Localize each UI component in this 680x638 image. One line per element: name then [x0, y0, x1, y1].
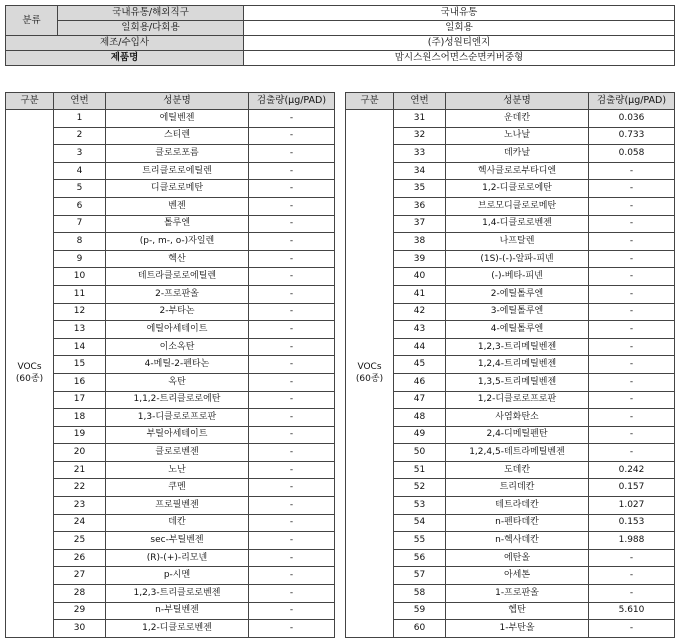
table-row [6, 373, 335, 391]
row-number: 46 [394, 373, 446, 391]
voc-table-left [5, 92, 335, 638]
table-row [6, 549, 335, 567]
header-group: 구분 [6, 93, 54, 110]
table-row [346, 391, 675, 409]
table-row [6, 303, 335, 321]
detected-amount: - [249, 321, 335, 339]
component-name: 트리데칸 [446, 479, 589, 497]
manufacturer-label: 제조/수입사 [6, 36, 244, 51]
detected-amount: - [249, 549, 335, 567]
product-name-label: 제품명 [6, 51, 244, 66]
table-row [346, 303, 675, 321]
row-number: 37 [394, 215, 446, 233]
component-name: 헥산 [106, 250, 249, 268]
table-row [346, 145, 675, 163]
component-name: 사염화탄소 [446, 409, 589, 427]
row-number: 6 [54, 197, 106, 215]
component-name: 도데칸 [446, 461, 589, 479]
table-row [6, 233, 335, 251]
row-number: 49 [394, 426, 446, 444]
component-name: (p-, m-, o-)자일렌 [106, 233, 249, 251]
table-row [6, 338, 335, 356]
table-row [346, 215, 675, 233]
row-number: 31 [394, 110, 446, 128]
table-row [6, 409, 335, 427]
row-number: 21 [54, 461, 106, 479]
classification-label: 분류 [6, 6, 58, 36]
row-number: 10 [54, 268, 106, 286]
product-name-value: 맘시스원스어면스순면커버중형 [244, 51, 675, 66]
component-name: 트리클로로에틸렌 [106, 162, 249, 180]
table-row [6, 321, 335, 339]
component-name: 에틸아세테이트 [106, 321, 249, 339]
table-row [6, 479, 335, 497]
component-name: 1,2,3-트리클로로벤젠 [106, 585, 249, 603]
row-number: 5 [54, 180, 106, 198]
table-row [6, 426, 335, 444]
table-row [6, 268, 335, 286]
component-name: n-펜타데칸 [446, 514, 589, 532]
component-name: 스티렌 [106, 127, 249, 145]
detected-amount: - [249, 110, 335, 128]
detected-amount: - [249, 585, 335, 603]
use-type-value: 일회용 [244, 21, 675, 36]
component-name: 디클로로메탄 [106, 180, 249, 198]
component-name: 1,3-디클로로프로판 [106, 409, 249, 427]
detected-amount: - [249, 268, 335, 286]
table-row [6, 497, 335, 515]
table-row [346, 338, 675, 356]
row-number: 52 [394, 479, 446, 497]
detected-amount: 0.733 [589, 127, 675, 145]
detected-amount: - [249, 233, 335, 251]
table-row [346, 233, 675, 251]
row-number: 25 [54, 532, 106, 550]
component-name: 에탄올 [446, 549, 589, 567]
detected-amount: 0.036 [589, 110, 675, 128]
row-number: 54 [394, 514, 446, 532]
detected-amount: - [589, 162, 675, 180]
row-number: 17 [54, 391, 106, 409]
detected-amount: - [589, 285, 675, 303]
row-number: 18 [54, 409, 106, 427]
detected-amount: - [249, 162, 335, 180]
table-row [346, 321, 675, 339]
component-name: (-)-베타-피넨 [446, 268, 589, 286]
table-row [346, 461, 675, 479]
detected-amount: - [589, 268, 675, 286]
detected-amount: - [249, 426, 335, 444]
component-name: 브로모디클로로메탄 [446, 197, 589, 215]
table-row [346, 497, 675, 515]
detected-amount: 0.058 [589, 145, 675, 163]
detected-amount: - [249, 620, 335, 638]
header-group: 구분 [346, 93, 394, 110]
detected-amount: - [589, 373, 675, 391]
detected-amount: 1.027 [589, 497, 675, 515]
component-name: 헥사클로로부타디엔 [446, 162, 589, 180]
table-row [6, 145, 335, 163]
row-number: 20 [54, 444, 106, 462]
component-name: 톨루엔 [106, 215, 249, 233]
row-number: 7 [54, 215, 106, 233]
row-number: 8 [54, 233, 106, 251]
row-number: 53 [394, 497, 446, 515]
table-row [6, 444, 335, 462]
row-number: 56 [394, 549, 446, 567]
detected-amount: - [589, 409, 675, 427]
table-row [346, 268, 675, 286]
component-name: 2-에틸톨루엔 [446, 285, 589, 303]
use-type-label: 일회용/다회용 [58, 21, 244, 36]
detected-amount: 0.153 [589, 514, 675, 532]
voc-table-left-body [6, 110, 335, 638]
table-row [6, 180, 335, 198]
detected-amount: - [249, 197, 335, 215]
table-row [346, 479, 675, 497]
row-number: 45 [394, 356, 446, 374]
row-number: 11 [54, 285, 106, 303]
component-name: 1-부탄올 [446, 620, 589, 638]
row-number: 28 [54, 585, 106, 603]
detected-amount: - [249, 145, 335, 163]
row-number: 16 [54, 373, 106, 391]
component-name: 에틸벤젠 [106, 110, 249, 128]
group-count: (60종) [15, 373, 44, 384]
table-row [6, 215, 335, 233]
component-name: 이소옥탄 [106, 338, 249, 356]
row-number: 39 [394, 250, 446, 268]
row-number: 48 [394, 409, 446, 427]
table-row [346, 409, 675, 427]
component-name: 헵탄 [446, 602, 589, 620]
component-name: 클로로벤젠 [106, 444, 249, 462]
component-name: n-헥사데칸 [446, 532, 589, 550]
table-row [6, 162, 335, 180]
table-row [6, 356, 335, 374]
component-name: 프로필벤젠 [106, 497, 249, 515]
group-cell [346, 110, 394, 638]
component-name: 1,2,4,5-테트라메틸벤젠 [446, 444, 589, 462]
component-name: 1,2-디클로로에탄 [446, 180, 589, 198]
component-name: 1,2-디클로로프로판 [446, 391, 589, 409]
table-row [6, 514, 335, 532]
row-number: 24 [54, 514, 106, 532]
row-number: 60 [394, 620, 446, 638]
component-name: 쿠멘 [106, 479, 249, 497]
row-number: 1 [54, 110, 106, 128]
component-name: 2-부타논 [106, 303, 249, 321]
row-number: 4 [54, 162, 106, 180]
row-number: 43 [394, 321, 446, 339]
table-row [6, 567, 335, 585]
row-number: 50 [394, 444, 446, 462]
header-name: 성분명 [106, 93, 249, 110]
row-number: 42 [394, 303, 446, 321]
product-info-table [5, 5, 675, 66]
table-row [346, 285, 675, 303]
row-number: 2 [54, 127, 106, 145]
detected-amount: - [249, 338, 335, 356]
component-name: 1,4-디클로로벤젠 [446, 215, 589, 233]
component-name: (R)-(+)-리모넨 [106, 549, 249, 567]
row-number: 13 [54, 321, 106, 339]
table-row [346, 549, 675, 567]
row-number: 40 [394, 268, 446, 286]
voc-table-right-body [346, 110, 675, 638]
row-number: 15 [54, 356, 106, 374]
row-number: 27 [54, 567, 106, 585]
table-row [346, 567, 675, 585]
detected-amount: - [589, 585, 675, 603]
component-name: sec-부틸벤젠 [106, 532, 249, 550]
header-no: 연번 [394, 93, 446, 110]
detected-amount: - [589, 180, 675, 198]
row-number: 35 [394, 180, 446, 198]
detected-amount: - [249, 497, 335, 515]
detected-amount: - [249, 303, 335, 321]
table-row [6, 620, 335, 638]
row-number: 36 [394, 197, 446, 215]
row-number: 22 [54, 479, 106, 497]
header-amount: 검출량(μg/PAD) [249, 93, 335, 110]
table-row [346, 444, 675, 462]
component-name: 1,2-디클로로벤젠 [106, 620, 249, 638]
detected-amount: - [249, 602, 335, 620]
component-name: (1S)-(-)-알파-피넨 [446, 250, 589, 268]
table-row [6, 285, 335, 303]
detected-amount: - [249, 409, 335, 427]
table-row [346, 514, 675, 532]
table-row [346, 585, 675, 603]
row-number: 41 [394, 285, 446, 303]
header-no: 연번 [54, 93, 106, 110]
detected-amount: - [249, 285, 335, 303]
row-number: 51 [394, 461, 446, 479]
table-row [346, 180, 675, 198]
component-name: 데칸 [106, 514, 249, 532]
detected-amount: - [249, 250, 335, 268]
table-row [6, 585, 335, 603]
row-number: 23 [54, 497, 106, 515]
component-name: 1,2,4-트리메틸벤젠 [446, 356, 589, 374]
detected-amount: - [589, 250, 675, 268]
component-name: 부틸아세테이트 [106, 426, 249, 444]
detected-amount: - [589, 567, 675, 585]
component-name: 옥탄 [106, 373, 249, 391]
table-row [346, 602, 675, 620]
detected-amount: - [589, 197, 675, 215]
table-row [6, 127, 335, 145]
table-row [6, 110, 335, 128]
component-name: 운데칸 [446, 110, 589, 128]
component-name: 2-프로판올 [106, 285, 249, 303]
table-row [346, 532, 675, 550]
component-name: 2,4-디메틸펜탄 [446, 426, 589, 444]
table-row [346, 197, 675, 215]
row-number: 47 [394, 391, 446, 409]
detected-amount: 1.988 [589, 532, 675, 550]
detected-amount: - [589, 338, 675, 356]
component-name: 노난 [106, 461, 249, 479]
detected-amount: 5.610 [589, 602, 675, 620]
component-name: 1,3,5-트리메틸벤젠 [446, 373, 589, 391]
component-name: 벤젠 [106, 197, 249, 215]
row-number: 58 [394, 585, 446, 603]
row-number: 32 [394, 127, 446, 145]
component-name: 1,1,2-트리클로로에탄 [106, 391, 249, 409]
row-number: 26 [54, 549, 106, 567]
component-name: 클로로포름 [106, 145, 249, 163]
table-row [6, 197, 335, 215]
table-row [346, 356, 675, 374]
detected-amount: - [589, 391, 675, 409]
component-name: 테트라클로로에틸렌 [106, 268, 249, 286]
detected-amount: - [249, 514, 335, 532]
row-number: 33 [394, 145, 446, 163]
row-number: 44 [394, 338, 446, 356]
component-name: 4-에틸톨루엔 [446, 321, 589, 339]
row-number: 9 [54, 250, 106, 268]
component-name: 아세톤 [446, 567, 589, 585]
detected-amount: 0.242 [589, 461, 675, 479]
component-name: 노나날 [446, 127, 589, 145]
table-row [346, 127, 675, 145]
table-row [346, 110, 675, 128]
manufacturer-value: (주)성원티엔지 [244, 36, 675, 51]
detected-amount: - [249, 479, 335, 497]
row-number: 29 [54, 602, 106, 620]
component-name: 1-프로판올 [446, 585, 589, 603]
table-row [6, 532, 335, 550]
table-row [6, 461, 335, 479]
row-number: 38 [394, 233, 446, 251]
group-cell [6, 110, 54, 638]
table-row [346, 620, 675, 638]
detected-amount: - [249, 127, 335, 145]
detected-amount: - [589, 356, 675, 374]
component-name: 테트라데칸 [446, 497, 589, 515]
row-number: 19 [54, 426, 106, 444]
detected-amount: - [589, 233, 675, 251]
detected-amount: - [589, 303, 675, 321]
voc-table-right [345, 92, 675, 638]
detected-amount: - [589, 321, 675, 339]
table-row [346, 162, 675, 180]
component-name: 나프탈렌 [446, 233, 589, 251]
detected-amount: - [249, 532, 335, 550]
table-row [6, 602, 335, 620]
group-label: VOCs [357, 361, 382, 372]
component-name: n-부틸벤젠 [106, 602, 249, 620]
detected-amount: - [589, 620, 675, 638]
row-number: 57 [394, 567, 446, 585]
component-name: p-시멘 [106, 567, 249, 585]
row-number: 55 [394, 532, 446, 550]
row-number: 14 [54, 338, 106, 356]
detected-amount: - [589, 215, 675, 233]
detected-amount: - [249, 215, 335, 233]
detected-amount: - [249, 356, 335, 374]
detected-amount: 0.157 [589, 479, 675, 497]
group-label: VOCs [17, 361, 42, 372]
row-number: 30 [54, 620, 106, 638]
row-number: 34 [394, 162, 446, 180]
detected-amount: - [249, 391, 335, 409]
row-number: 59 [394, 602, 446, 620]
row-number: 12 [54, 303, 106, 321]
distribution-label: 국내유통/해외직구 [58, 6, 244, 21]
table-row [346, 373, 675, 391]
row-number: 3 [54, 145, 106, 163]
detected-amount: - [249, 180, 335, 198]
table-row [346, 426, 675, 444]
component-name: 데카날 [446, 145, 589, 163]
component-name: 1,2,3-트리메틸벤젠 [446, 338, 589, 356]
header-name: 성분명 [446, 93, 589, 110]
detected-amount: - [249, 444, 335, 462]
detected-amount: - [589, 444, 675, 462]
table-row [346, 250, 675, 268]
detected-amount: - [589, 426, 675, 444]
table-row [6, 250, 335, 268]
detected-amount: - [249, 567, 335, 585]
detected-amount: - [589, 549, 675, 567]
component-name: 4-메틸-2-펜타논 [106, 356, 249, 374]
component-name: 3-에틸톨루엔 [446, 303, 589, 321]
header-amount: 검출량(μg/PAD) [589, 93, 675, 110]
detected-amount: - [249, 461, 335, 479]
table-row [6, 391, 335, 409]
distribution-value: 국내유통 [244, 6, 675, 21]
group-count: (60종) [355, 373, 384, 384]
detected-amount: - [249, 373, 335, 391]
